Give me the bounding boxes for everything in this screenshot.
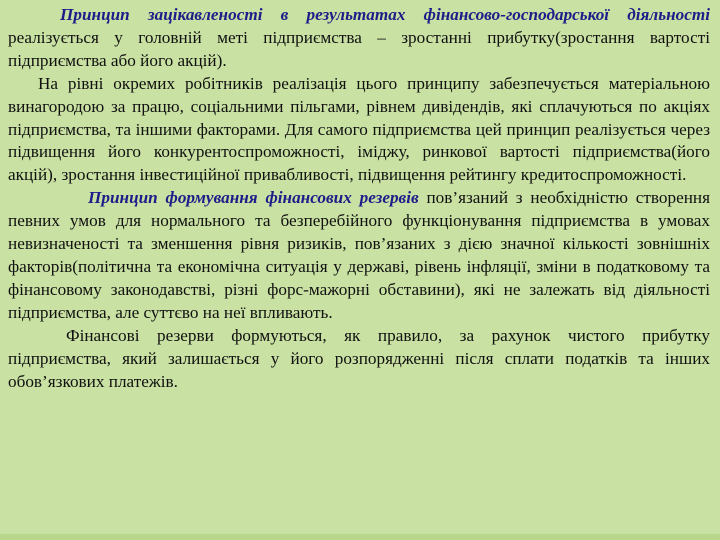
- term-reserves-principle: Принцип формування фінансових резервів: [88, 188, 419, 208]
- text-interest-principle: реалізується у головній меті підприємства – зростанні прибутку(зростання вартості підприємства або його акцій).: [8, 27, 710, 70]
- paragraph-worker-level: [8, 73, 710, 188]
- paragraph-reserves-principle: [8, 187, 710, 324]
- term-interest-principle: Принцип зацікавленості в результатах фінансово-господарської діяльності: [60, 5, 710, 24]
- paragraph-reserves-formation: [8, 325, 710, 394]
- text-worker-level: На рівні окремих робітників реалізація цього принципу забезпечується матеріальною винагородою за працю, соціальними пільгами, рівнем дивідендів, які сплачуються по акціях підприємства, та іншими факторами. Для самого підприємства цей принцип реалізується через підвищення його конкурентоспроможності, іміджу, ринкової вартості підприємства(його акцій), зростання інвестиційної привабливості, підвищення рейтингу кредитоспроможності.: [8, 73, 710, 185]
- text-reserves-principle: пов’язаний з необхідністю створення певних умов для нормального та безперебійного функціонування підприємства в умовах невизначеності та зменшення рівня ризиків, пов’язаних з дією значної кількості зовнішніх факторів(політична та економічна ситуація у державі, рівень інфляції, зміни в податковому та фінансовому законодавстві, різні форс-мажорні обставини), які не залежать від діяльності підприємства, але суттєво на неї впливають.: [8, 188, 711, 322]
- bottom-strip: [0, 534, 720, 540]
- paragraph-interest-principle: [8, 4, 710, 73]
- text-reserves-formation: Фінансові резерви формуються, як правило, за рахунок чистого прибутку підприємства, який залишається у його розпорядженні після сплати податків та інших обов’язкових платежів.: [8, 325, 710, 391]
